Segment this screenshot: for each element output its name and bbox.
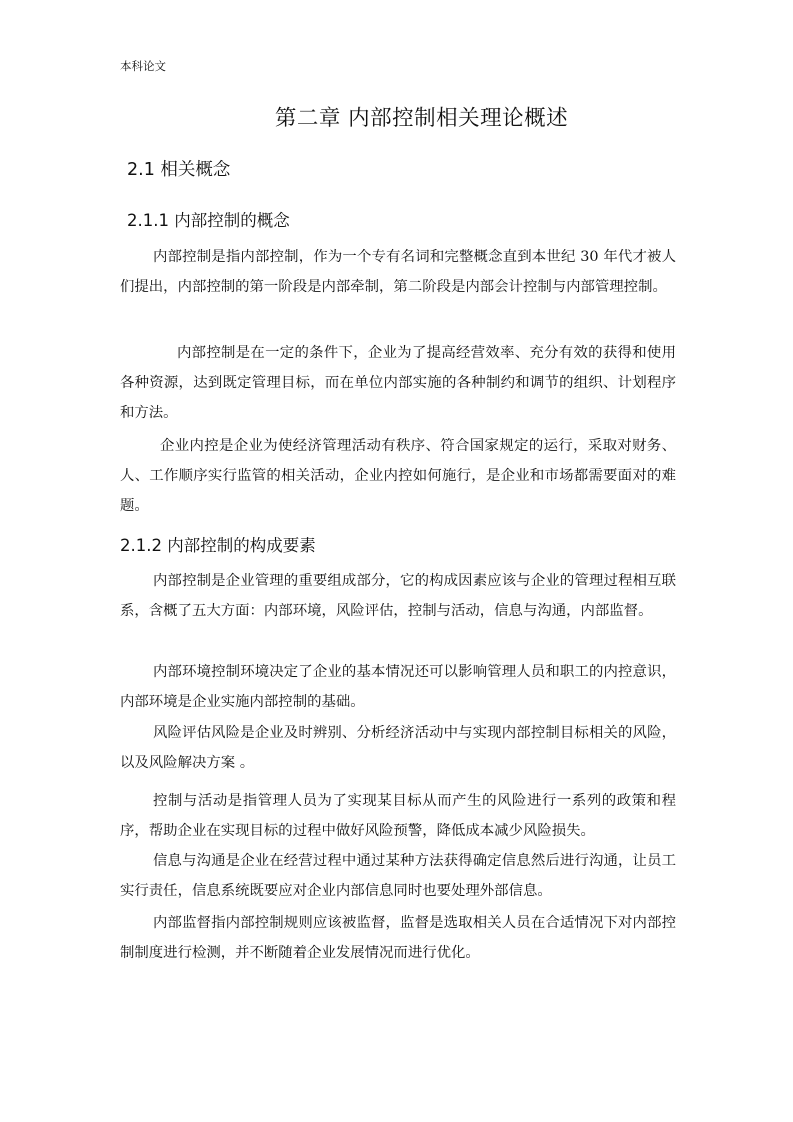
paragraph: 风险评估风险是企业及时辨别、分析经济活动中与实现内部控制目标相关的风险，以及风险解决方案 。 [120,725,676,771]
paragraph: 内部监督指内部控制规则应该被监督，监督是选取相关人员在合适情况下对内部控制制度进行检测，并不断随着企业发展情况而进行优化。 [120,915,676,961]
paragraph: 企业内控是企业为使经济管理活动有秩序、符合国家规定的运行，采取对财务、人、工作顺序实行监管的相关活动，企业内控如何施行，是企业和市场都需要面对的难题。 [120,438,676,514]
section-title: 2.1 相关概念 [127,160,231,180]
subsection-2-title: 2.1.2 内部控制的构成要素 [120,536,316,555]
paragraph: 信息与沟通是企业在经营过程中通过某种方法获得确定信息然后进行沟通，让员工实行责任，信息系统既要应对企业内部信息同时也要处理外部信息。 [120,853,676,899]
paragraph: 控制与活动是指管理人员为了实现某目标从而产生的风险进行一系列的政策和程序，帮助企业在实现目标的过程中做好风险预警，降低成本减少风险损失。 [120,793,676,839]
paragraph: 内部控制是在一定的条件下，企业为了提高经营效率、充分有效的获得和使用各种资源，达到既定管理目标，而在单位内部实施的各种制约和调节的组织、计划程序和方法。 [120,345,676,421]
paragraph: 内部控制是指内部控制，作为一个专有名词和完整概念直到本世纪 30 年代才被人们提出，内部控制的第一阶段是内部牵制，第二阶段是内部会计控制与内部管理控制。 [120,249,676,295]
chapter-title: 第二章 内部控制相关理论概述 [274,106,569,131]
paragraph: 内部环境控制环境决定了企业的基本情况还可以影响管理人员和职工的内控意识，内部环境是企业实施内部控制的基础。 [120,664,676,710]
paragraph: 内部控制是企业管理的重要组成部分，它的构成因素应该与企业的管理过程相互联系，含概了五大方面：内部环境，风险评估，控制与活动，信息与沟通，内部监督。 [120,573,676,619]
subsection-1-title: 2.1.1 内部控制的概念 [127,211,290,230]
page-header: 本科论文 [120,59,166,73]
